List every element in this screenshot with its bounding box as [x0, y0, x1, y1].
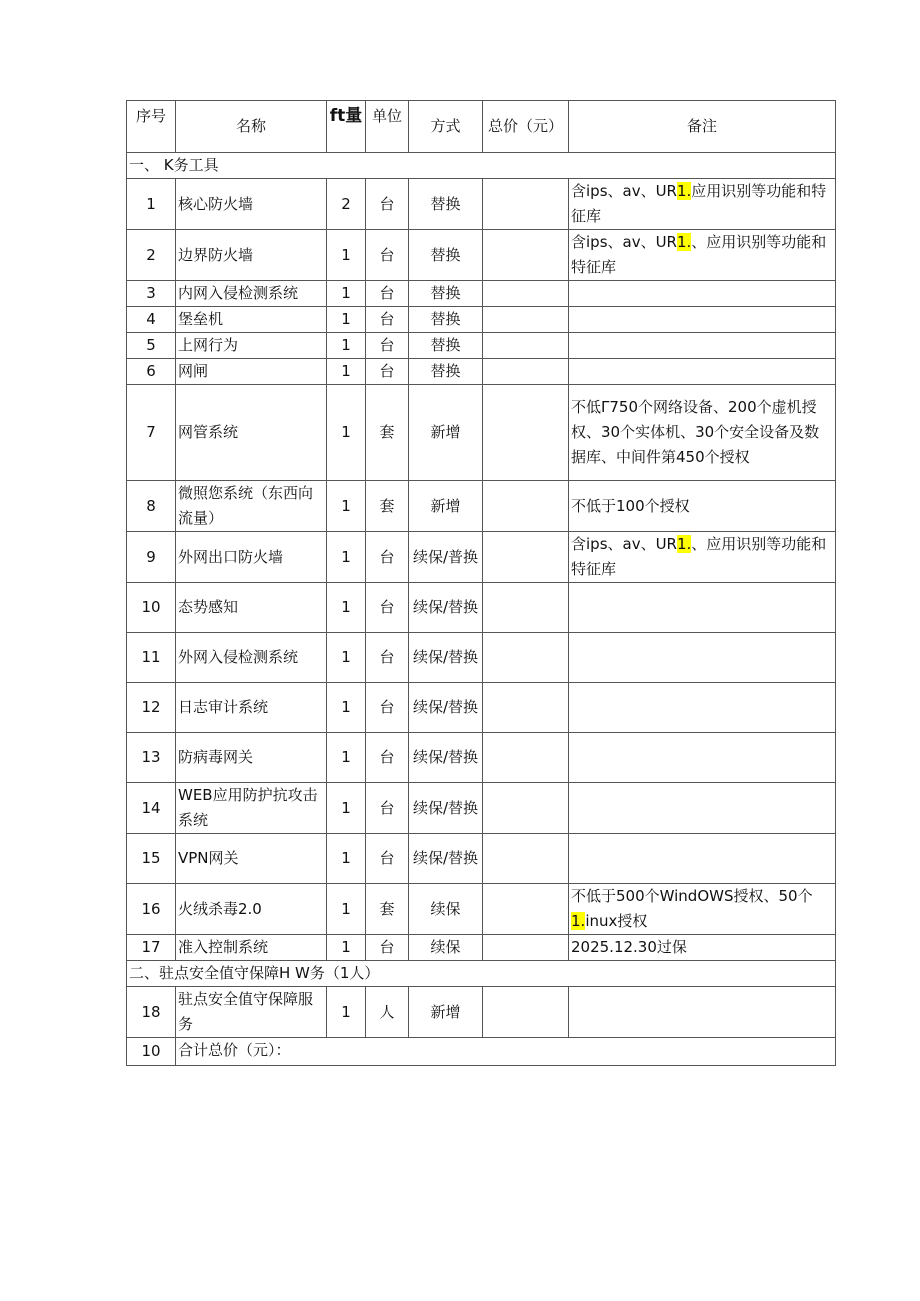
cell-qty: 1: [327, 307, 366, 333]
cell-unit: 台: [366, 281, 409, 307]
note-highlight: 1.: [676, 182, 692, 200]
cell-seq: 6: [127, 359, 176, 385]
cell-method: 续保/替换: [409, 583, 483, 633]
cell-name: WEB应用防护抗攻击系统: [176, 783, 327, 834]
cell-qty: 1: [327, 935, 366, 961]
cell-method: 新增: [409, 385, 483, 481]
section-row-1: [127, 153, 836, 179]
cell-note: [569, 783, 836, 834]
cell-qty: 1: [327, 359, 366, 385]
cell-method: 续保/替换: [409, 683, 483, 733]
cell-method: 续保: [409, 935, 483, 961]
header-qty: ft量: [327, 101, 366, 153]
note-text: 含ips、av、UR: [571, 535, 677, 553]
table-row: [127, 230, 836, 281]
note-text: 、应用识别等功能和特征库: [571, 535, 827, 578]
cell-total: [483, 884, 569, 935]
note-highlight: 1.: [676, 233, 692, 251]
cell-name: 上网行为: [176, 333, 327, 359]
cell-total: [483, 385, 569, 481]
note-text: 不低于500个WindOWS授权、50个: [571, 887, 813, 905]
cell-note: [569, 307, 836, 333]
cell-seq: 15: [127, 834, 176, 884]
cell-qty: 1: [327, 987, 366, 1038]
cell-seq: 4: [127, 307, 176, 333]
cell-seq: 7: [127, 385, 176, 481]
cell-total: [483, 532, 569, 583]
cell-qty: 1: [327, 583, 366, 633]
table-row: [127, 884, 836, 935]
note-highlight: 1.: [571, 912, 586, 930]
cell-note: [569, 683, 836, 733]
cell-method: 新增: [409, 481, 483, 532]
cell-name: 边界防火墙: [176, 230, 327, 281]
table-row: [127, 179, 836, 230]
cell-note: [569, 733, 836, 783]
cell-unit: 套: [366, 481, 409, 532]
cell-note: [569, 987, 836, 1038]
cell-seq: 13: [127, 733, 176, 783]
cell-unit: 台: [366, 359, 409, 385]
cell-total: [483, 281, 569, 307]
table-row: [127, 834, 836, 884]
note-highlight: 1.: [676, 535, 692, 553]
cell-method: 替换: [409, 281, 483, 307]
note-text: 含ips、av、UR: [571, 182, 677, 200]
cell-seq: 12: [127, 683, 176, 733]
cell-qty: 1: [327, 683, 366, 733]
cell-note: [569, 179, 836, 230]
cell-total: [483, 179, 569, 230]
cell-note: 不低于100个授权: [569, 481, 836, 532]
cell-seq: 17: [127, 935, 176, 961]
cell-total: [483, 359, 569, 385]
cell-name: 微照您系统（东西向流量）: [176, 481, 327, 532]
cell-name: 外网入侵检测系统: [176, 633, 327, 683]
cell-method: 替换: [409, 359, 483, 385]
cell-total: [483, 333, 569, 359]
table-row: [127, 633, 836, 683]
cell-qty: 1: [327, 385, 366, 481]
cell-seq: 16: [127, 884, 176, 935]
cell-name: 核心防火墙: [176, 179, 327, 230]
cell-qty: 1: [327, 733, 366, 783]
cell-seq: 2: [127, 230, 176, 281]
cell-seq: 8: [127, 481, 176, 532]
cell-note: [569, 633, 836, 683]
cell-method: 续保/替换: [409, 733, 483, 783]
cell-name: 内网入侵检测系统: [176, 281, 327, 307]
table-row: [127, 783, 836, 834]
cell-qty: 1: [327, 633, 366, 683]
table-row: [127, 987, 836, 1038]
header-total: 总价（元）: [483, 101, 569, 153]
cell-qty: 1: [327, 230, 366, 281]
cell-qty: 1: [327, 481, 366, 532]
cell-name: 外网出口防火墙: [176, 532, 327, 583]
table-row: [127, 532, 836, 583]
cell-name: VPN网关: [176, 834, 327, 884]
table-row: [127, 583, 836, 633]
cell-note: [569, 359, 836, 385]
section-title-1: 一、 K务工具: [127, 153, 836, 179]
note-text: 、应用识别等功能和特征库: [571, 233, 827, 276]
cell-seq: 10: [127, 583, 176, 633]
cell-qty: 1: [327, 783, 366, 834]
quotation-table: [126, 100, 836, 1066]
cell-seq: 9: [127, 532, 176, 583]
cell-unit: 台: [366, 532, 409, 583]
cell-note: [569, 884, 836, 935]
cell-seq: 11: [127, 633, 176, 683]
total-seq: 10: [127, 1038, 176, 1066]
cell-name: 驻点安全值守保障服务: [176, 987, 327, 1038]
cell-method: 替换: [409, 307, 483, 333]
cell-name: 火绒杀毒2.0: [176, 884, 327, 935]
cell-unit: 人: [366, 987, 409, 1038]
note-text: inux授权: [585, 912, 648, 930]
cell-method: 替换: [409, 179, 483, 230]
cell-method: 替换: [409, 230, 483, 281]
cell-note: [569, 532, 836, 583]
cell-note: [569, 583, 836, 633]
table-row: [127, 481, 836, 532]
cell-qty: 1: [327, 532, 366, 583]
cell-method: 替换: [409, 333, 483, 359]
cell-qty: 2: [327, 179, 366, 230]
cell-name: 网闸: [176, 359, 327, 385]
header-note: 备注: [569, 101, 836, 153]
cell-name: 防病毒网关: [176, 733, 327, 783]
cell-note: [569, 834, 836, 884]
cell-total: [483, 583, 569, 633]
table-row: [127, 385, 836, 481]
note-text: 含ips、av、UR: [571, 233, 677, 251]
header-name: 名称: [176, 101, 327, 153]
cell-seq: 3: [127, 281, 176, 307]
cell-unit: 台: [366, 583, 409, 633]
cell-note: [569, 333, 836, 359]
note-text: 应用识别等功能和特征库: [571, 182, 827, 225]
cell-qty: 1: [327, 333, 366, 359]
cell-total: [483, 987, 569, 1038]
cell-seq: 14: [127, 783, 176, 834]
cell-total: [483, 733, 569, 783]
cell-unit: 台: [366, 935, 409, 961]
header-method: 方式: [409, 101, 483, 153]
cell-total: [483, 481, 569, 532]
cell-unit: 台: [366, 733, 409, 783]
cell-total: [483, 683, 569, 733]
cell-seq: 18: [127, 987, 176, 1038]
cell-method: 续保/替换: [409, 633, 483, 683]
cell-total: [483, 935, 569, 961]
table-row: [127, 281, 836, 307]
cell-total: [483, 633, 569, 683]
cell-unit: 台: [366, 230, 409, 281]
cell-unit: 台: [366, 307, 409, 333]
cell-total: [483, 783, 569, 834]
table-row: [127, 935, 836, 961]
table-row: [127, 359, 836, 385]
cell-qty: 1: [327, 281, 366, 307]
cell-qty: 1: [327, 834, 366, 884]
cell-method: 续保/替换: [409, 834, 483, 884]
cell-total: [483, 307, 569, 333]
cell-method: 续保/替换: [409, 783, 483, 834]
table-row: [127, 333, 836, 359]
header-seq: 序号: [127, 101, 176, 153]
cell-name: 态势感知: [176, 583, 327, 633]
cell-unit: 台: [366, 683, 409, 733]
cell-unit: 套: [366, 884, 409, 935]
cell-unit: 台: [366, 333, 409, 359]
cell-seq: 5: [127, 333, 176, 359]
cell-total: [483, 230, 569, 281]
cell-method: 新增: [409, 987, 483, 1038]
table-row: [127, 683, 836, 733]
cell-unit: 台: [366, 633, 409, 683]
cell-name: 日志审计系统: [176, 683, 327, 733]
cell-unit: 台: [366, 179, 409, 230]
cell-name: 堡垒机: [176, 307, 327, 333]
cell-total: [483, 834, 569, 884]
cell-note: 2025.12.30过保: [569, 935, 836, 961]
cell-note: 不低Γ750个网络设备、200个虚机授权、30个实体机、30个安全设备及数据库、中间件第450个授权: [569, 385, 836, 481]
cell-unit: 台: [366, 834, 409, 884]
cell-note: [569, 281, 836, 307]
section-title-2: 二、驻点安全值守保障H W务（1人）: [127, 961, 836, 987]
cell-method: 续保: [409, 884, 483, 935]
cell-name: 准入控制系统: [176, 935, 327, 961]
cell-unit: 套: [366, 385, 409, 481]
cell-method: 续保/普换: [409, 532, 483, 583]
header-unit: 单位: [366, 101, 409, 153]
section-row-2: [127, 961, 836, 987]
cell-unit: 台: [366, 783, 409, 834]
total-row: [127, 1038, 836, 1066]
total-label: 合计总价（元）：: [176, 1038, 836, 1066]
cell-qty: 1: [327, 884, 366, 935]
cell-note: [569, 230, 836, 281]
cell-name: 网管系统: [176, 385, 327, 481]
header-row: [127, 101, 836, 153]
cell-seq: 1: [127, 179, 176, 230]
table-row: [127, 733, 836, 783]
table-row: [127, 307, 836, 333]
